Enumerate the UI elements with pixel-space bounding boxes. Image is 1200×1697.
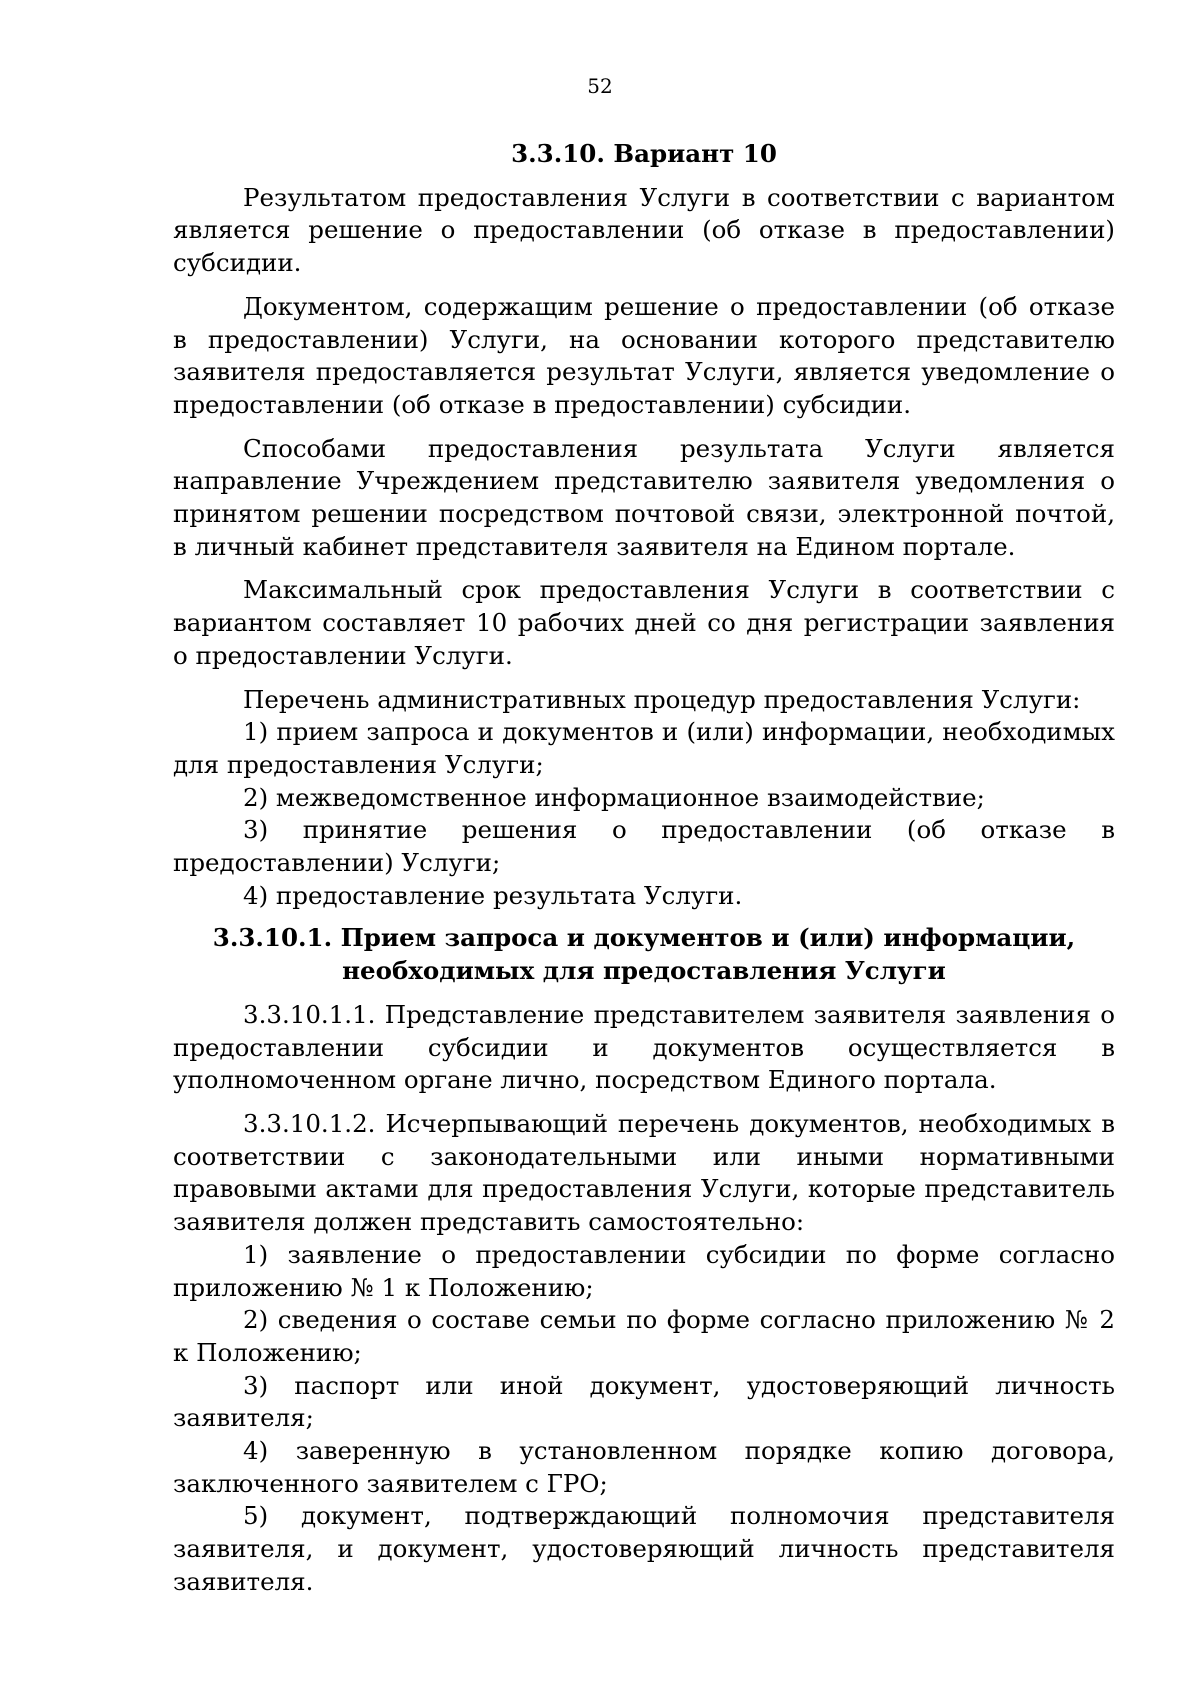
paragraph-result-methods: Способами предоставления результата Услуги является направление Учреждением представителю заявителя уведомления о принятом решении посредством почтовой связи, электронной почтой, в личный кабинет представителя заявителя на Едином портале.: [173, 433, 1115, 561]
clause-submission: 3.3.10.1.1. Представление представителем заявителя заявления о предоставлении субсидии и документов осуществляется в уполномоченном органе лично, посредством Единого портала.: [173, 999, 1115, 1095]
paragraph-result-document: Документом, содержащим решение о предоставлении (об отказе в предоставлении) Услуги, на основании которого представителю заявителя предоставляется результат Услуги, является уведомление о предоставлении (об отказе в предоставлении) субсидии.: [173, 291, 1115, 419]
page-number: 52: [587, 74, 613, 98]
document-item: 5) документ, подтверждающий полномочия представителя заявителя, и документ, удостоверяющий личность представителя заявителя.: [173, 1501, 1115, 1596]
paragraph-max-term: Максимальный срок предоставления Услуги в соответствии с вариантом составляет 10 рабочих дней со дня регистрации заявления о предоставлении Услуги.: [173, 575, 1115, 670]
procedures-intro: Перечень административных процедур предоставления Услуги:: [243, 684, 1081, 714]
document-item: 4) заверенную в установленном порядке копию договора, заключенного заявителем с ГРО;: [173, 1436, 1115, 1498]
document-item: 1) заявление о предоставлении субсидии по форме согласно приложению № 1 к Положению;: [173, 1239, 1115, 1302]
procedure-item: 2) межведомственное информационное взаимодействие;: [243, 782, 985, 812]
section-heading: 3.3.10. Вариант 10: [511, 139, 777, 168]
procedure-item: 1) прием запроса и документов и (или) информации, необходимых для предоставления Услуги;: [173, 717, 1115, 779]
paragraph-result: Результатом предоставления Услуги в соответствии с вариантом является решение о предоставлении (об отказе в предоставлении) субсидии.: [173, 182, 1115, 278]
clause-document-list: 3.3.10.1.2. Исчерпывающий перечень документов, необходимых в соответствии с законодательными или иными нормативными правовыми актами для предоставления Услуги, которые представитель заявителя должен представить самостоятельно:: [173, 1108, 1115, 1237]
subsection-heading: 3.3.10.1. Прием запроса и документов и (или) информации, необходимых для предоставления Услуги: [212, 923, 1076, 986]
document-body: [173, 138, 1115, 1599]
procedure-item: 4) предоставление результата Услуги.: [243, 880, 743, 910]
procedure-item: 3) принятие решения о предоставлении (об отказе в предоставлении) Услуги;: [173, 815, 1115, 878]
document-item: 2) сведения о составе семьи по форме согласно приложению № 2 к Положению;: [173, 1305, 1115, 1367]
document-item: 3) паспорт или иной документ, удостоверяющий личность заявителя;: [173, 1370, 1115, 1433]
